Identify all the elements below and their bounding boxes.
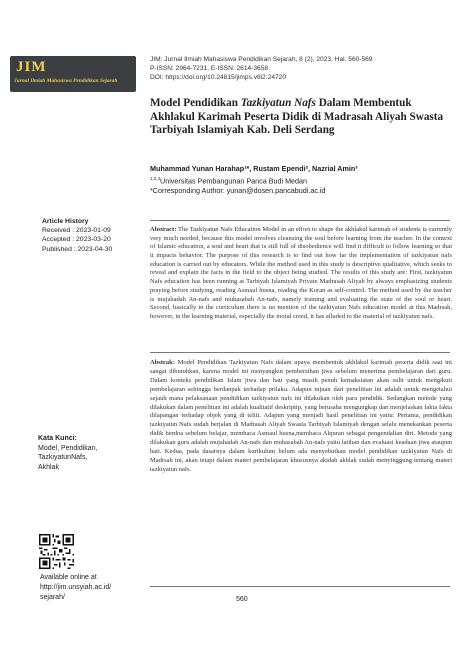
journal-doi[interactable]: DOI: https://doi.org/10.24815/jimps.v8i2.24720 [150,74,286,81]
available-online [40,573,111,603]
page-number: 560 [236,596,248,603]
title-prefix: Model Pendidikan [150,97,241,109]
abstrak-text: Model Pendidikan Tazkiyatun Nafs dalam upaya membentuk akhlakul karimah peserta didik saat ini sangat dibutuhkan, karena model ini menyangkut pembersihan jiwa sebelum menerima pembelajaran dari guru. Dalam konteks pendidikan Islam jiwa dan hati yang masih penuh kemaksiatan akan sulit untuk mengikuti pembelajaran sehingga berdanpak terhadap prilaku. Adapun tujuan dari penelitian ini adalah untuk mengetahui sejauh mana pelaksanaan pendidikan tazkiyatun nafs ini dilakukan oleh para pendidik. Sedangkan metode yang dilakukan dalam penelitian ini adalah kualitatif deskriptip, yang berusaha mengungkap dan menjelaskan fakta fakta dilapangan terhadap objek yang di teliti. Adapun yang menjadi hasil penelitian ini yaitu: Pertama, pendidikan tazkiyatun Nafs sudah berjalan di Madrasah Aliyah Swasta Tarbiyah Islamiyah dengan selalu menekankan peserta didik berdoa sebelum belajar, membaca Asmaul husna,membaca Alquran sebagai pengendalian diri. Metode yang dilakukan guru adalah mujahadah An-nafs dan muhasabah An-nafs yaitu latihan dan evaluasi keadaan jiwa ataupun hati. Kedua, pada dasarnya dalam kurikulum belum ada menyebutkan model pendidikan tazkiyatun Nafs di Madrsah ini, akan tetapi dalam materi pembelajaran khususnya akidah akhlak sudah menyinggung tentang materi tazkiyatun nafs. [150,359,452,473]
author-affiliation [150,174,358,186]
keywords-line3: Akhlak [38,463,60,471]
available-url-cont[interactable]: sejarah/ [40,594,65,601]
author-names: Muhammad Yunan Harahap¹*, Rustam Ependi², Nazrial Amin³ [150,164,358,173]
abstract-text: The Tazkiyatun Nafs Education Model in an effort to shape the akhlakul karimah of students is currently very much needed, because this model involves cleansing the soul before learning from the teacher. In the context of Islamic education, a soul and heart that is still full of disobedience will find it difficult to follow learning so that it impacts behavior. The purpose of this research is to find out how far the implementation of tazkiyatun nafs education is carried out by educators. While the method used in this study is descriptive qualitative, which seeks to reveal and explain the facts in the field to the object being studied. The results of this study are: First, tazkiyatun Nafs education has been running at Tarbiyah Islamiyah Private Madrasah Aliyah by always emphasizing students praying before studying, reading Asmaul husna, reading the Koran as self-control. The method used by the teacher is mujahadah An-nafs and muhasabah An-nafs, namely training and evaluating the state of the soul or heart. Second, basically in the curriculum there is no mention of the tazkiyatun Nafs education model at this Madrsah, however, in the learning material, especially the moral creed, it has alluded to the material of tazkiyatun nafs. [150,226,452,320]
keywords-line2: TazkiyatunNafs, [38,454,88,462]
abstrak-label: Abstrak: [150,359,175,366]
logo-subtitle: Jurnal Ilmiah Mahasiswa Pendidikan Sejarah [14,78,118,84]
available-label: Available online at [40,574,97,581]
affiliation-sup: 1,2,3 [150,176,161,181]
title-italic: Tazkiyatun Nafs [240,97,316,109]
keywords [38,434,98,472]
keywords-title: Kata Kunci: [38,435,77,442]
title-rest: Dalam Membentuk Akhlakul Karimah Peserta Didik di Madrasah Aliyah Swasta Tarbiyah Islamiyah Kab. Deli Serdang [150,97,444,137]
divider-top [150,220,450,221]
history-received: Received : 2023-01-09 [42,227,111,235]
abstract-label: Abstract: [150,226,177,233]
abstract-indonesian [150,359,452,475]
abstract-english [150,226,452,322]
history-published: Published : 2023-04-30 [42,245,113,253]
journal-issn: P-ISSN: 2964-7231, E-ISSN: 2614-3658 [150,65,269,72]
author-block [150,164,358,196]
article-history [42,217,112,254]
corresponding-author: *Corresponding Author: yunan@dosen.pancabudi.ac.id [150,186,326,196]
article-title [150,97,450,138]
logo-abbr: JIM [16,59,47,75]
qr-code-icon [39,534,74,569]
journal-info [150,55,372,82]
divider-middle [150,352,450,353]
keywords-line1: Model, Pendidikan, [38,444,98,452]
journal-logo [10,56,136,92]
divider-bottom [150,586,450,587]
journal-citation: JIM: Jurnal Ilmiah Mahasiswa Pendidikan Sejarah, 8 (2), 2023, Hal. 560-569 [150,56,373,63]
available-url[interactable]: http://jim.unsyiah.ac.id/ [40,584,112,591]
history-title: Article History [42,218,89,225]
affiliation-text: Universitas Pembangunan Panca Budi Medan [160,176,308,186]
history-accepted: Accepted : 2023-03-20 [42,236,111,244]
